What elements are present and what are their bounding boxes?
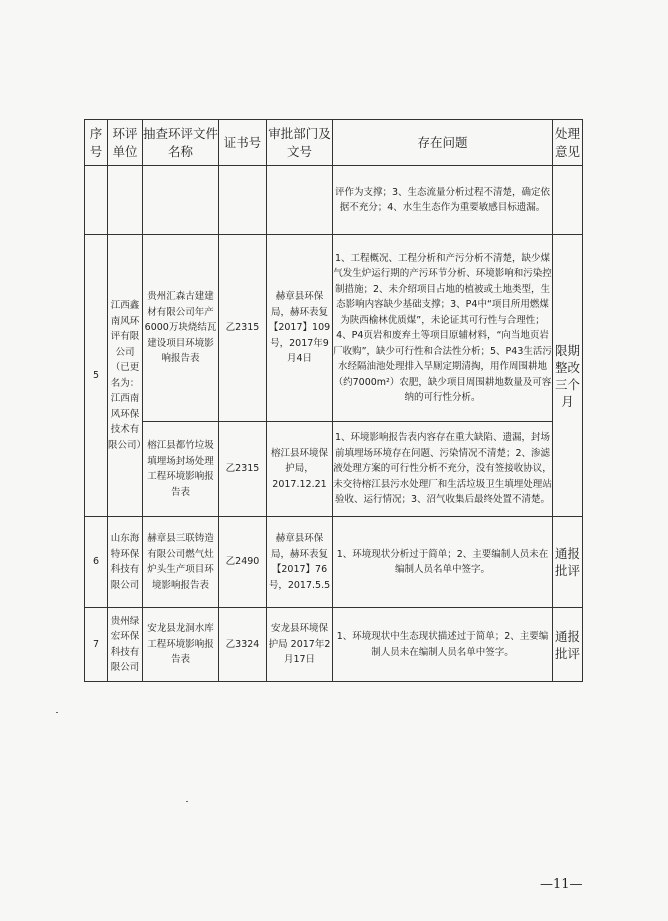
table-row (85, 422, 583, 517)
cell-org: 江西鑫南风环评有限公司（已更名为：江西南风环保技术有限公司） (108, 235, 143, 517)
cell-opinion: 通报批评 (553, 608, 583, 682)
header-org: 环评单位 (108, 120, 143, 166)
scan-speck (56, 712, 58, 713)
table-header-row (85, 120, 583, 166)
cell-doc: 安龙县龙洞水库工程环境影响报告表 (143, 608, 219, 682)
cell-cert: 乙3324 (219, 608, 267, 682)
table-row (85, 166, 583, 235)
cell-approval: 赫章县环保局，赫环表复【2017】109号，2017年9月4日 (267, 235, 333, 422)
scan-speck (186, 801, 188, 802)
cell-approval: 安龙县环境保护局 2017年2月17日 (267, 608, 333, 682)
table-row (85, 235, 583, 422)
cell-doc: 赫章县三联铸造有限公司燃气灶炉头生产项目环境影响报告表 (143, 517, 219, 608)
cell-doc: 榕江县都竹垃圾填埋场封场处理工程环境影响报告表 (143, 422, 219, 517)
header-cert: 证书号 (219, 120, 267, 166)
cell-opinion: 限期整改三个月 (553, 235, 583, 517)
page-number: —11— (540, 877, 583, 892)
cell-org: 贵州绿宏环保科技有限公司 (108, 608, 143, 682)
header-opinion: 处理意见 (553, 120, 583, 166)
cell-cert: 乙2315 (219, 235, 267, 422)
header-seq: 序号 (85, 120, 108, 166)
cell-org: 山东海特环保科技有限公司 (108, 517, 143, 608)
cell-doc (143, 166, 219, 235)
cell-approval: 赫章县环保局，赫环表复【2017】76号，2017.5.5 (267, 517, 333, 608)
table-row (85, 608, 583, 682)
header-issues: 存在问题 (333, 120, 553, 166)
cell-doc: 贵州汇森古建建材有限公司年产6000万块烧结瓦建设项目环境影响报告表 (143, 235, 219, 422)
cell-seq (85, 166, 108, 235)
header-doc: 抽查环评文件名称 (143, 120, 219, 166)
cell-org (108, 166, 143, 235)
cell-cert: 乙2315 (219, 422, 267, 517)
cell-issues: 1、工程概况、工程分析和产污分析不清楚，缺少煤气发生炉运行期的产污环节分析、环境影响和污染控制措施；2、未介绍项目占地的植被或土地类型，生态影响内容缺少基础支撑；3、P4中“项目所用燃煤为陕西榆林优质煤”，未论证其可行性与合理性；4、P4页岩和废弃土等项目原辅材料，“向当地页岩厂收购”，缺少可行性和合法性分析；5、P43生活污水经隔油池处理排入旱厕定期清掏，用作周围耕地（约7000m²）农肥，缺少项目周围耕地数量及可容纳的可行性分析。 (333, 235, 553, 422)
header-approval: 审批部门及文号 (267, 120, 333, 166)
cell-seq: 5 (85, 235, 108, 517)
cell-approval (267, 166, 333, 235)
cell-cert: 乙2490 (219, 517, 267, 608)
cell-issues: 1、环境现状分析过于简单；2、主要编制人员未在编制人员名单中签字。 (333, 517, 553, 608)
cell-approval: 榕江县环境保护局，2017.12.21 (267, 422, 333, 517)
review-table (84, 119, 583, 682)
cell-issues: 1、环境现状中生态现状描述过于简单；2、主要编制人员未在编制人员名单中签字。 (333, 608, 553, 682)
cell-issues: 评作为支撑；3、生态流量分析过程不清楚，确定依据不充分；4、水生生态作为重要敏感目标遗漏。 (333, 166, 553, 235)
cell-seq: 6 (85, 517, 108, 608)
cell-opinion (553, 166, 583, 235)
cell-opinion: 通报批评 (553, 517, 583, 608)
table-row (85, 517, 583, 608)
cell-seq: 7 (85, 608, 108, 682)
cell-issues: 1、环境影响报告表内容存在重大缺陷、遗漏，封场前填埋场环境存在问题、污染情况不清楚；2、渗滤液处理方案的可行性分析不充分，没有签接收协议，未交待榕江县污水处理厂和生活垃圾卫生填埋处理站验收、运行情况；3、沼气收集后最终处置不清楚。 (333, 422, 553, 517)
cell-cert (219, 166, 267, 235)
